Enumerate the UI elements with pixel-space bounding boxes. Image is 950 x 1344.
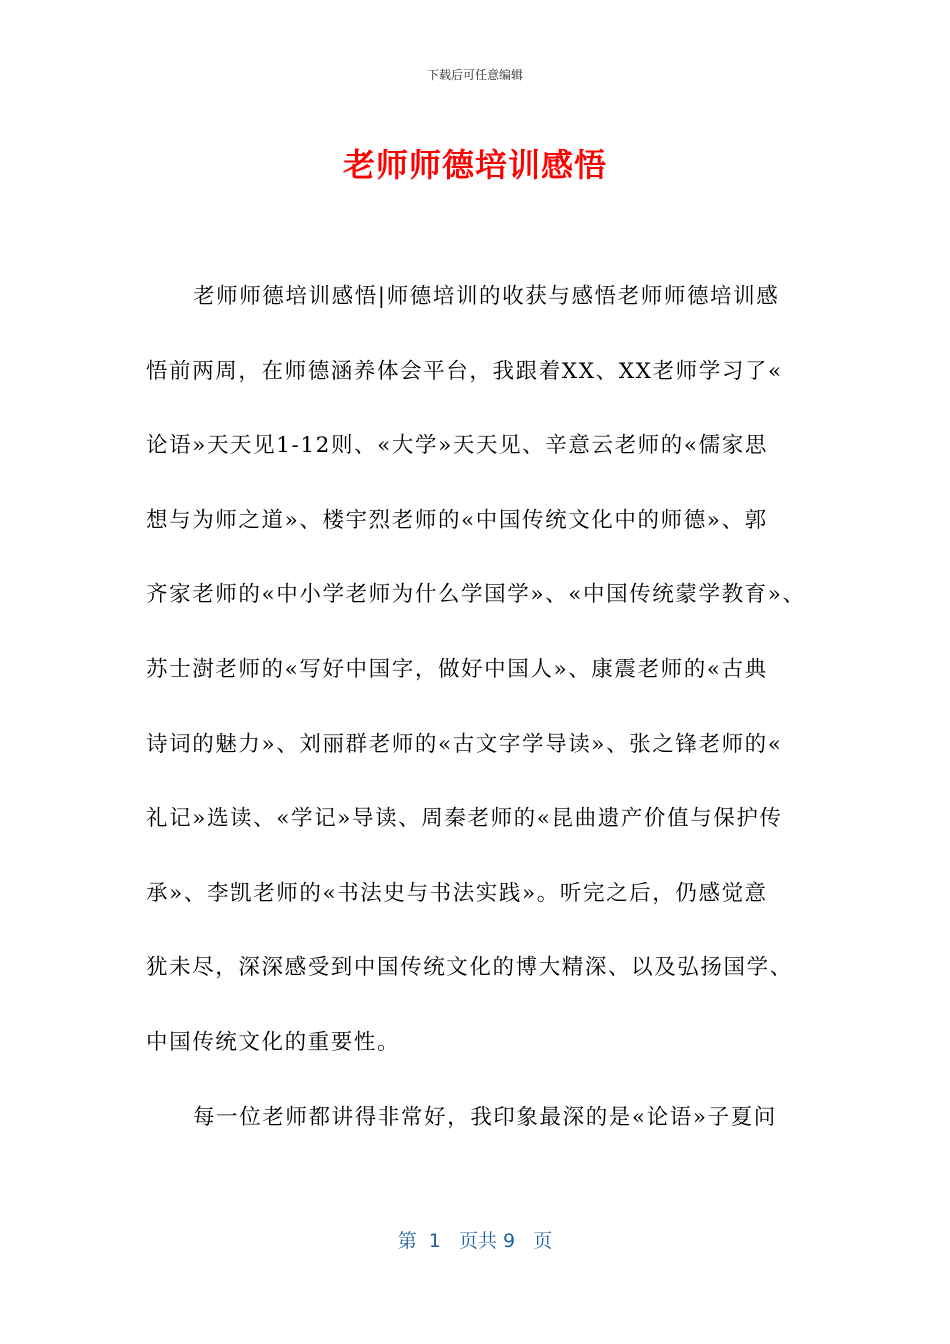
paragraph-line: 犹未尽，深深感受到中国传统文化的博大精深、以及弘扬国学、 — [146, 955, 793, 981]
paragraph-line: 老师师德培训感悟|师德培训的收获与感悟老师师德培训感 — [193, 284, 780, 309]
paragraph-line: 诗词的魅力»、刘丽群老师的«古文字学导读»、张之锋老师的« — [146, 731, 783, 757]
paragraph-line: 想与为师之道»、楼宇烈老师的«中国传统文化中的师德»、郭 — [146, 507, 768, 533]
paragraph-line: 齐家老师的«中小学老师为什么学国学»、«中国传统蒙学教育»、 — [146, 582, 806, 608]
paragraph-line: 承»、李凯老师的«书法史与书法实践»。听完之后，仍感觉意 — [146, 880, 768, 906]
paragraph-line: 苏士澍老师的«写好中国字，做好中国人»、康震老师的«古典 — [146, 656, 768, 682]
paragraph-line: 礼记»选读、«学记»导读、周秦老师的«昆曲遗产价值与保护传 — [146, 806, 783, 832]
paragraph-line: 悟前两周，在师德涵养体会平台，我跟着XX、XX老师学习了« — [146, 358, 783, 384]
paragraph-line: 中国传统文化的重要性。 — [146, 1029, 401, 1055]
document-title: 老师师德培训感悟 — [342, 146, 607, 184]
page-number-footer: 第 1 页共 9 页 — [397, 1230, 553, 1252]
paragraph-line: 每一位老师都讲得非常好，我印象最深的是«论语»子夏问 — [193, 1104, 777, 1130]
paragraph-line: 论语»天天见1-12则、«大学»天天见、辛意云老师的«儒家思 — [146, 433, 768, 459]
document-body — [146, 275, 816, 1170]
header-note: 下载后可任意编辑 — [426, 68, 523, 82]
